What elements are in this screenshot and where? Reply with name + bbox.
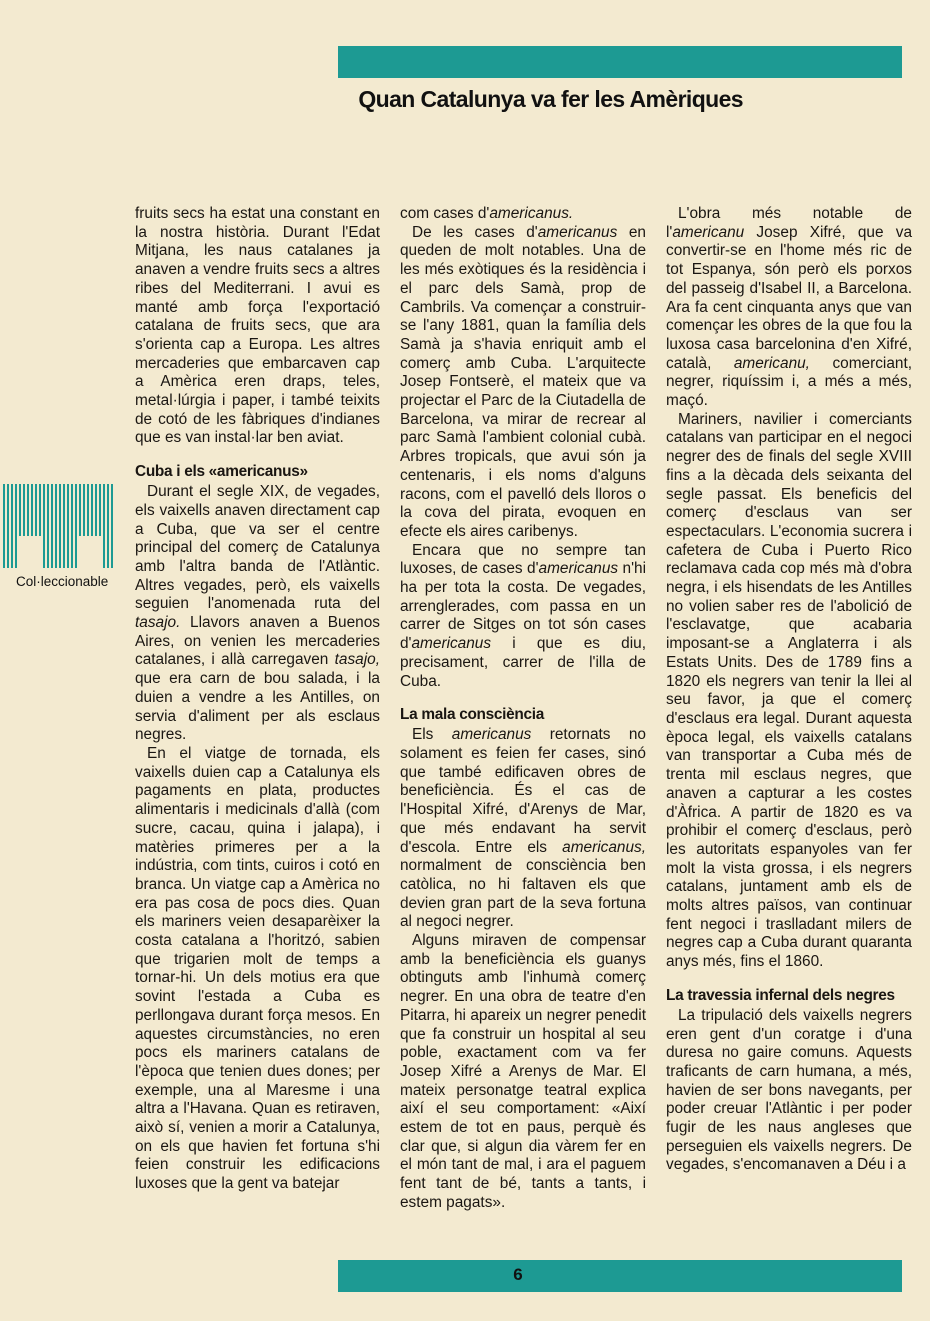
- article-column-1: [135, 205, 380, 1194]
- page-number: 6: [513, 1265, 523, 1284]
- collectible-label: Col·leccionable: [16, 574, 109, 589]
- paragraph: Encara que no sempre tan luxoses, de cases d'americanus n'hi ha per tota la costa. De vegades, arrenglerades, com passa en un carrer de Sitges on tot són cases d'americanus i que es diu, precisament, carrer de l'illa de Cuba.: [400, 541, 646, 690]
- paragraph: com cases d'americanus.: [400, 205, 574, 222]
- paragraph: De les cases d'americanus en queden de molt notables. Una de les més exòtiques és la residència i el parc dels Samà, prop de Cambrils. Va començar a construir-se l'any 1881, quan la família dels Samà ja s'havia enriquit amb el comerç amb Cuba. L'arquitecte Josep Fontserè, el mateix que va projectar el Parc de la Ciutadella de Barcelona, va mirar de recrear al parc Samà l'ambient colonial cubà. Arbres tropicals, que avui són ja centenaris, i els noms d'alguns racons, com el pavelló dels lloros o la cova del pirata, evoquen en efecte els aires caribenys.: [400, 223, 646, 540]
- collectible-stripes-graphic: [3, 484, 113, 568]
- paragraph: L'obra més notable de l'americanu Josep Xifré, que va convertir-se en l'home més ric de tot Espanya, són però els porxos del passeig d'Isabel II, a Barcelona. Ara fa cent cinquanta anys que van començar les obres de la que fou la luxosa casa barcelonina d'en Xifré, català, americanu, comerciant, negrer, riquíssim i, a més a més, maçó.: [666, 205, 912, 410]
- article-column-3: [666, 205, 912, 1175]
- section-heading: La mala consciència: [400, 706, 545, 724]
- header-color-bar: [338, 46, 902, 78]
- page-title: Quan Catalunya va fer les Amèriques: [358, 86, 743, 112]
- paragraph: Els americanus retornats no solament es feien fer cases, sinó que també edificaven obres de beneficiència. És el cas de l'Hospital Xifré, d'Arenys de Mar, que més endavant ha servit d'escola. Entre els americanus, normalment de consciència ben catòlica, no hi faltaven els que devien gran part de la seva fortuna al negoci negrer.: [400, 726, 646, 931]
- article-column-2: [400, 205, 646, 1213]
- section-heading: Cuba i els «americanus»: [135, 463, 308, 481]
- section-heading: La travessia infernal dels negres: [666, 986, 895, 1004]
- paragraph: La tripulació dels vaixells negrers eren gent d'un coratge i d'una duresa no gaire comuns. Aquests traficants de carn humana, a més, havien de ser bons navegants, per poder creuar l'Atlàntic i per poder fugir de les naus angleses que perseguien els vaixells negrers. De vegades, s'encomanaven a Déu i a: [666, 1006, 912, 1174]
- paragraph: Alguns miraven de compensar amb la beneficiència els guanys obtinguts amb l'inhumà comerç negrer. En una obra de teatre d'en Pitarra, hi apareix un negrer penedit que fa construir un hospital al seu poble, exactament com va fer Josep Xifré a Arenys de Mar. El mateix personatge teatral explica així el seu comportament: «Així estem de tot en paus, perquè és clar que, si algun dia vàrem fer en el món tant de mal, i ara el paguem fent tant de bé, tants a tants, i estem pagats».: [400, 932, 646, 1211]
- paragraph: Mariners, navilier i comerciants catalans van participar en el negoci negrer des de finals del segle XVIII fins a la dècada dels seixanta del segle passat. Els beneficis del comerç d'esclaus van ser espectaculars. L'economia sucrera i cafetera de Cuba i Puerto Rico reclamava cada cop més mà d'obra negra, i els hisendats de les Antilles no volien saber res de l'abolició de l'esclavatge, que acabaria imposant-se a Anglaterra i als Estats Units. Des de 1789 fins a 1820 els negrers van tenir la llei al seu favor, ja que el comerç d'esclaus era legal. Durant aquesta època legal, els vaixells catalans van transportar a Cuba més de trenta mil esclaus negres, que anaven a capturar a les costes d'Àfrica. A partir de 1820 es va prohibir el comerç d'esclaus, però les autoritats espanyoles van fer molt la vista grossa, i els negrers catalans, juntament amb els de molts altres països, van continuar fent negoci i traslladant milers de negres cap a Cuba durant quaranta anys més, fins el 1860.: [666, 410, 912, 971]
- paragraph: fruits secs ha estat una constant en la nostra història. Durant l'Edat Mitjana, les naus catalanes ja anaven a vendre fruits secs a altres ribes del Mediterrani. I avui es manté amb força l'exportació catalana de fruits secs, que ara s'orienta cap a Europa. Les altres mercaderies que embarcaven cap a Amèrica eren draps, teles, metal·lúrgia i paper, i també teixits de cotó de les fàbriques d'indianes que es van instal·lar ben aviat.: [135, 205, 380, 447]
- paragraph: Durant el segle XIX, de vegades, els vaixells anaven directament cap a Cuba, que va ser el centre principal del comerç de Catalunya amb l'altra banda de l'Atlàntic. Altres vegades, però, els vaixells seguien l'anomenada ruta del tasajo. Llavors anaven a Buenos Aires, on venien les mercaderies catalanes, i allà carregaven tasajo, que era carn de bou salada, i la duien a vendre a les Antilles, on servia d'aliment per als esclaus negres.: [135, 483, 380, 744]
- paragraph: En el viatge de tornada, els vaixells duien cap a Catalunya els pagaments en plata, productes alimentaris i medicinals d'allà (com sucre, cacau, quina i jalapa), i matèries primeres per a la indústria, com tints, cuiros i cotó en branca. Un viatge cap a Amèrica no era pas cosa de pocs dies. Quan els mariners veien desaparèixer la costa catalana a l'horitzó, sabien que trigarien molt de temps a tornar-hi. Un dels motius era que sovint l'estada a Cuba es perllongava durant força mesos. En aquestes circumstàncies, no eren pocs els mariners catalans de l'època que tenien dues dones; per exemple, una al Maresme i una altra a l'Havana. Quan es retiraven, això sí, venien a morir a Catalunya, on els que havien fet fortuna s'hi feien construir les edificacions luxoses que la gent va batejar: [135, 744, 380, 1193]
